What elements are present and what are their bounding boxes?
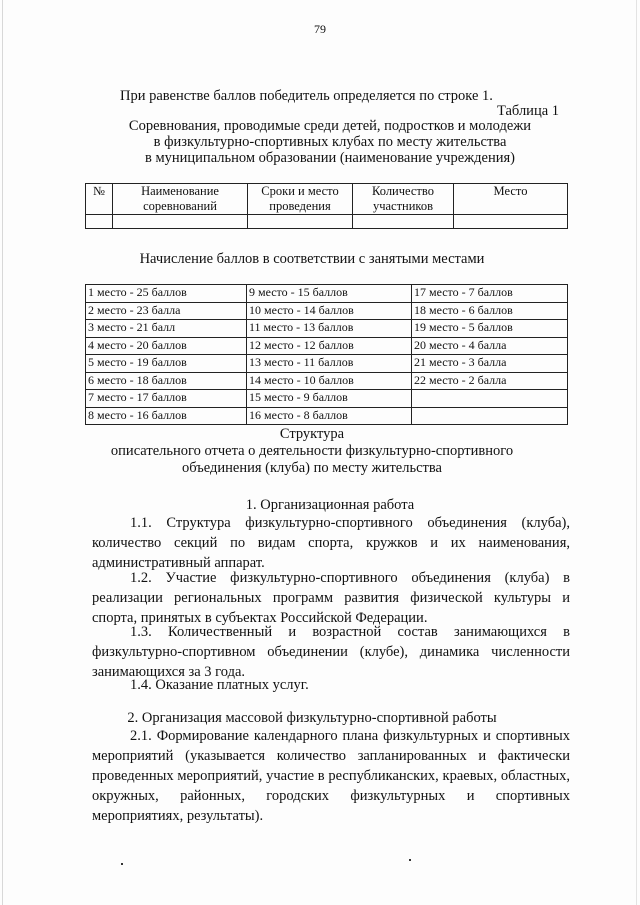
header-text: Сроки и место	[261, 184, 339, 198]
table-cell: 9 место - 15 баллов	[247, 285, 412, 303]
table-cell: 2 место - 23 балла	[86, 302, 247, 320]
competition-table	[85, 183, 568, 229]
section1-heading: 1. Организационная работа	[245, 497, 415, 513]
scan-mark	[409, 859, 411, 861]
header-text: №	[93, 184, 105, 198]
paragraph-2-1	[92, 726, 570, 826]
header-cell-count	[353, 184, 454, 215]
table-cell: 5 место - 19 баллов	[86, 355, 247, 373]
paragraph-text: 2.1. Формирование календарного плана физкультурных и спортивных мероприятий (указывается количество запланированных и фактически проведенных мероприятий, участие в республиканских, краевых, областных, окружных, районных, городских физкультурных и спортивных мероприятиях, результаты).	[92, 728, 570, 824]
page-number: 79	[314, 22, 326, 36]
points-table	[85, 284, 568, 425]
table-cell	[248, 215, 353, 229]
table-cell	[412, 390, 568, 408]
header-text: проведения	[269, 199, 331, 213]
table-cell: 16 место - 8 баллов	[247, 407, 412, 425]
paragraph-1-4: 1.4. Оказание платных услуг.	[130, 677, 309, 693]
table-cell: 4 место - 20 баллов	[86, 337, 247, 355]
table-row	[86, 285, 568, 303]
table-row	[86, 355, 568, 373]
paragraph-text: 1.2. Участие физкультурно-спортивного объединения (клуба) в реализации региональных программ развития физической культуры и спорта, принятых в субъектах Российской Федерации.	[92, 570, 570, 626]
points-heading: Начисление баллов в соответствии с занятыми местами	[139, 251, 485, 267]
table-cell	[412, 407, 568, 425]
paragraph-text: 1.3. Количественный и возрастной состав занимающихся в физкультурно-спортивном объединении (клубе), динамика численности занимающихся за 3 года.	[92, 624, 570, 680]
paragraph-1-3	[92, 622, 570, 682]
table-cell: 11 место - 13 баллов	[247, 320, 412, 338]
section2-heading: 2. Организация массовой физкультурно-спортивной работы	[127, 710, 497, 726]
structure-title-1: Структура	[279, 426, 345, 442]
table-row	[86, 407, 568, 425]
table-cell: 20 место - 4 балла	[412, 337, 568, 355]
paragraph-1-2	[92, 568, 570, 628]
header-text: участников	[372, 199, 434, 213]
table-row	[86, 302, 568, 320]
table-cell: 12 место - 12 баллов	[247, 337, 412, 355]
structure-title-2: описательного отчета о деятельности физкультурно-спортивного	[110, 443, 514, 459]
table-row	[86, 215, 568, 229]
table-cell	[353, 215, 454, 229]
table-cell: 22 место - 2 балла	[412, 372, 568, 390]
structure-title-3: объединения (клуба) по месту жительства	[182, 460, 442, 476]
table-row	[86, 390, 568, 408]
table-cell: 1 место - 25 баллов	[86, 285, 247, 303]
table-cell: 10 место - 14 баллов	[247, 302, 412, 320]
title-line-1: Соревнования, проводимые среди детей, подростков и молодежи	[128, 118, 532, 134]
header-cell-number	[86, 184, 113, 215]
table-row	[86, 372, 568, 390]
table-row	[86, 337, 568, 355]
paragraph-1-1	[92, 513, 570, 573]
table-cell: 8 место - 16 баллов	[86, 407, 247, 425]
paragraph-text: 1.1. Структура физкультурно-спортивного объединения (клуба), количество секций по видам спорта, кружков и их наименования, административный аппарат.	[92, 515, 570, 571]
table-cell: 14 место - 10 баллов	[247, 372, 412, 390]
header-cell-place	[454, 184, 568, 215]
scan-mark	[121, 863, 123, 865]
table-cell: 17 место - 7 баллов	[412, 285, 568, 303]
table-header-row	[86, 184, 568, 215]
table-cell	[454, 215, 568, 229]
header-text: Количество	[372, 184, 434, 198]
title-line-2: в физкультурно-спортивных клубах по месту жительства	[153, 134, 507, 150]
table-cell: 19 место - 5 баллов	[412, 320, 568, 338]
table-cell	[113, 215, 248, 229]
header-text: Наименование	[141, 184, 219, 198]
table-cell: 6 место - 18 баллов	[86, 372, 247, 390]
header-cell-dates	[248, 184, 353, 215]
table-cell: 21 место - 3 балла	[412, 355, 568, 373]
table-label: Таблица 1	[497, 103, 560, 119]
table-cell: 15 место - 9 баллов	[247, 390, 412, 408]
header-text: Место	[493, 184, 528, 198]
intro-line: При равенстве баллов победитель определяется по строке 1.	[120, 88, 493, 104]
table-cell: 13 место - 11 баллов	[247, 355, 412, 373]
header-cell-name	[113, 184, 248, 215]
table-cell: 3 место - 21 балл	[86, 320, 247, 338]
table-cell	[86, 215, 113, 229]
table-cell: 7 место - 17 баллов	[86, 390, 247, 408]
table-row	[86, 320, 568, 338]
title-line-3: в муниципальном образовании (наименование учреждения)	[145, 150, 515, 166]
table-cell: 18 место - 6 баллов	[412, 302, 568, 320]
header-text: соревнований	[143, 199, 217, 213]
